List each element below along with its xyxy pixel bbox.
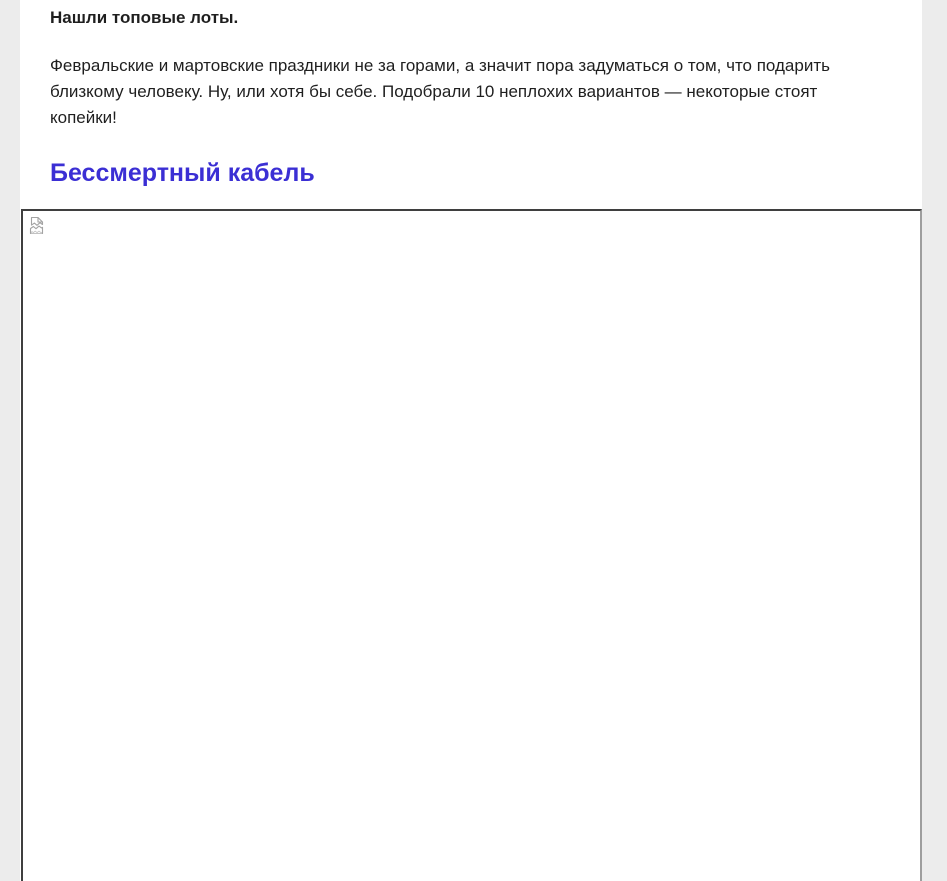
image-placeholder bbox=[21, 209, 922, 881]
broken-image-icon bbox=[27, 215, 47, 237]
article-heading: Нашли топовые лоты. bbox=[50, 8, 239, 27]
article-paragraph: Февральские и мартовские праздники не за горами, а значит пора задуматься о том, что подарить близкому человеку. Ну, или хотя бы себе. Подобрали 10 неплохих вариантов — некоторые стоят копейки! bbox=[50, 56, 830, 127]
article-body bbox=[20, 0, 922, 187]
section-link[interactable]: Бессмертный кабель bbox=[50, 159, 315, 187]
content-panel bbox=[20, 0, 922, 881]
